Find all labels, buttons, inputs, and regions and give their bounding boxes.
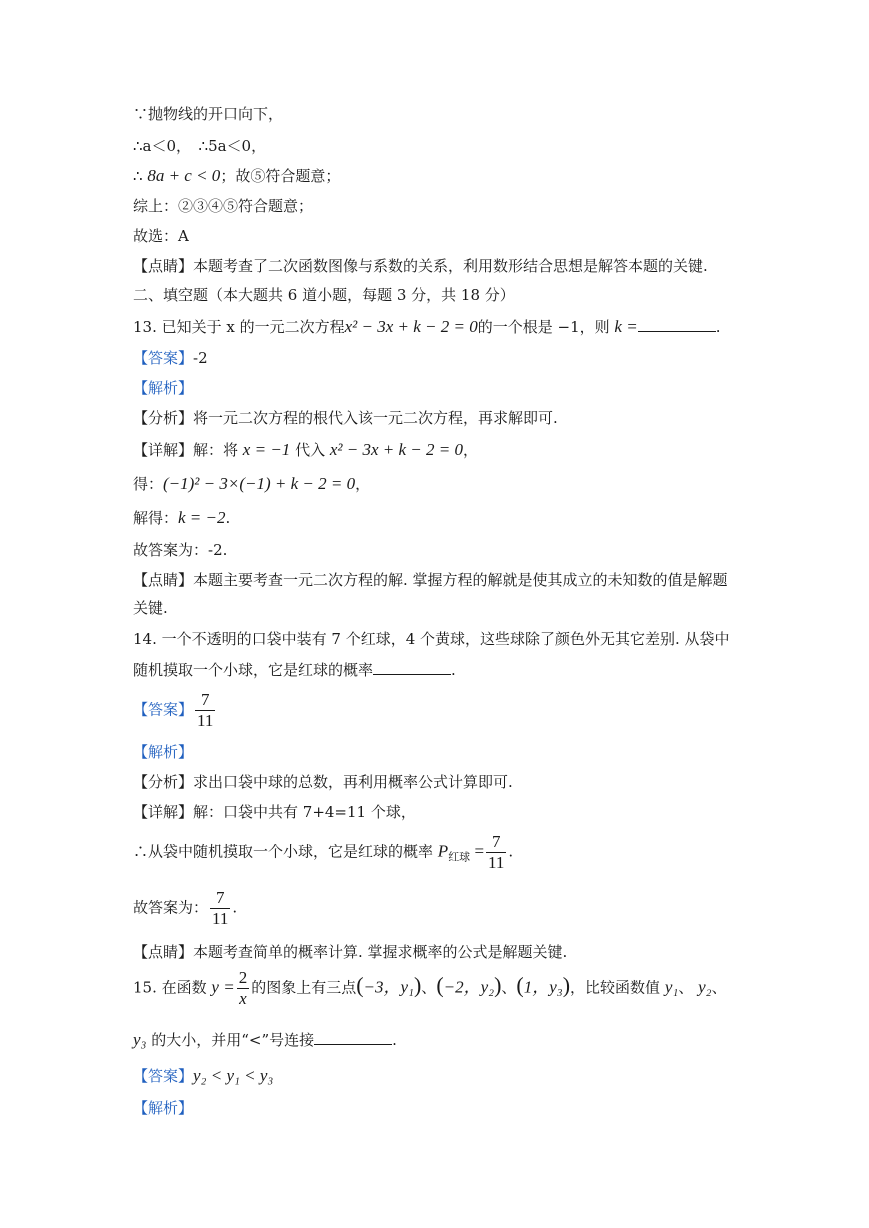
text-line: 【点睛】本题主要考查一元二次方程的解. 掌握方程的解就是使其成立的未知数的值是解题: [133, 571, 728, 589]
math-equation: x² − 3x + k − 2 = 0: [344, 317, 478, 336]
question-13-stem: [133, 317, 720, 337]
text-span: 解得：: [133, 509, 179, 527]
point-3: 1，y₃: [523, 977, 563, 997]
text-span: 故答案为：: [133, 898, 209, 917]
fraction: [210, 888, 230, 929]
answer-value: -2: [193, 349, 208, 367]
text-line: 【点睛】本题考查简单的概率计算. 掌握求概率的公式是解题关键.: [133, 943, 568, 961]
text-line: 【点睛】本题考查了二次函数图像与系数的关系，利用数形结合思想是解答本题的关键.: [133, 257, 708, 275]
text-line: ∴a＜0， ∴5a＜0，: [133, 137, 267, 155]
text-span: 、: [501, 978, 517, 997]
math-y2: y₂: [698, 977, 712, 997]
math-k: k =: [614, 317, 638, 336]
text-span: .: [392, 1031, 397, 1049]
text-span: 15. 在函数: [133, 978, 207, 997]
denominator: 11: [212, 909, 229, 928]
text-span: 随机摸取一个小球，它是红球的概率: [133, 661, 374, 679]
text-span: .: [451, 661, 456, 679]
text-line: [133, 888, 237, 929]
math-y3: y₃: [133, 1030, 147, 1049]
text-span: 、: [711, 978, 727, 997]
text-span: .: [232, 898, 238, 917]
math-x: x = −1: [242, 440, 291, 459]
denominator: 11: [197, 711, 214, 730]
text-span: 、: [678, 978, 694, 997]
answer-value: y₂ < y₁ < y₃: [193, 1066, 274, 1085]
question-15-stem: 15. 在函数 y = $\frac{2}{x}$ 的图象上有三点(−3，y₁)、(−2，y₂)、(1，y₃)，比较函数值 y₁、 y₂、: [133, 968, 727, 1008]
text-span: 【详解】解：将: [133, 441, 239, 459]
text-line: [133, 474, 370, 494]
math-equation: k = −2: [178, 508, 226, 527]
text-span: 得：: [133, 475, 164, 493]
numerator: 7: [200, 690, 210, 709]
text-span: ，: [355, 475, 371, 493]
point-2: −2，y₂: [443, 977, 495, 997]
text-line: [133, 832, 513, 873]
therefore: ∴: [133, 167, 148, 185]
section-heading: 二、填空题（本大题共 6 道小题，每题 3 分，共 18 分）: [133, 286, 515, 304]
text-line: 【分析】求出口袋中球的总数，再利用概率公式计算即可.: [133, 773, 513, 791]
text-span: ∴从袋中随机摸取一个小球，它是红球的概率: [133, 842, 434, 861]
text-span: 13. 已知关于 x 的一元二次方程: [133, 318, 345, 336]
fraction: [195, 690, 215, 731]
text-line: 关键.: [133, 599, 168, 617]
math-y1: y₁: [664, 977, 679, 997]
text-line: 【详解】解：口袋中共有 7+4=11 个球，: [133, 803, 416, 821]
text-span: ，比较函数值: [570, 978, 661, 997]
text-span: 、: [421, 978, 437, 997]
text-span: ，: [463, 441, 479, 459]
point-1: −3，y₁: [363, 977, 414, 997]
numerator: 7: [491, 832, 501, 851]
text-line: [133, 440, 478, 460]
fraction: [237, 968, 250, 1009]
denominator: x: [237, 988, 250, 1009]
answer-tag: 【答案】: [133, 1067, 194, 1085]
answer-blank: [638, 317, 716, 332]
subscript: 红球: [448, 850, 471, 864]
text-line: 【分析】将一元二次方程的根代入该一元二次方程，再求解即可.: [133, 409, 558, 427]
math-p: P: [437, 841, 449, 861]
text-line: 故选：A: [133, 227, 189, 245]
text-line: [133, 166, 340, 186]
answer-tag: 【答案】: [133, 700, 194, 719]
text-span: .: [508, 842, 514, 861]
math-equals: =: [470, 841, 485, 861]
answer-line: [133, 1066, 273, 1086]
question-15-stem: [133, 1030, 397, 1050]
text-line: 故答案为：-2.: [133, 541, 228, 559]
numerator: 7: [215, 888, 225, 907]
text-line: ∵抛物线的开口向下，: [133, 105, 284, 123]
text-span: .: [225, 509, 231, 527]
text-line: [133, 508, 230, 528]
text-span: 的图象上有三点: [251, 978, 357, 997]
answer-blank: [314, 1030, 392, 1045]
answer-tag: 【答案】: [133, 349, 194, 367]
analysis-tag: 【解析】: [133, 379, 194, 397]
math-equation: (−1)² − 3×(−1) + k − 2 = 0: [163, 474, 356, 493]
fraction: [486, 832, 506, 873]
math-y: y =: [211, 977, 235, 997]
math-inequality: 8a + c < 0: [147, 166, 221, 185]
answer-line: [133, 348, 208, 368]
text-span: 的一个根是 −1，则: [477, 318, 610, 336]
analysis-tag: 【解析】: [133, 1099, 194, 1117]
answer-blank: [373, 660, 451, 675]
analysis-tag: 【解析】: [133, 743, 194, 761]
numerator: 2: [238, 968, 248, 987]
text-line: 综上：②③④⑤符合题意；: [133, 197, 314, 215]
text-span: .: [715, 318, 721, 336]
answer-line: [133, 690, 217, 731]
text-span: 代入: [295, 441, 326, 459]
question-14-stem: [133, 660, 456, 680]
text-span: 的大小，并用“<”号连接: [151, 1031, 315, 1049]
text-span: ；故⑤符合题意；: [220, 167, 341, 185]
question-14-stem: 14. 一个不透明的口袋中装有 7 个红球，4 个黄球，这些球除了颜色外无其它差别. 从袋中: [133, 630, 730, 648]
math-equation: x² − 3x + k − 2 = 0: [329, 440, 463, 459]
denominator: 11: [488, 853, 505, 872]
